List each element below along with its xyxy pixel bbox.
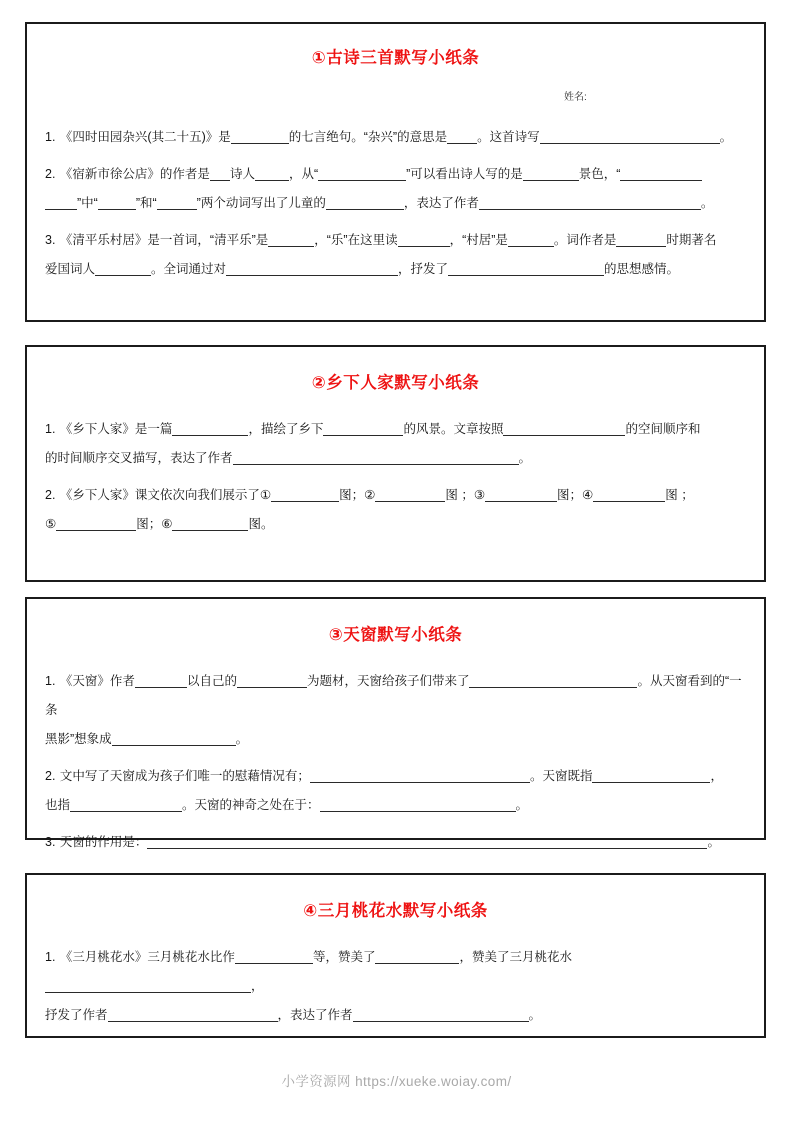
question-text: 。 xyxy=(700,196,714,210)
question-text: 图。 xyxy=(248,517,274,531)
question-text: ， xyxy=(710,769,723,783)
answer-blank[interactable] xyxy=(226,261,398,276)
question-text: 时期著名 xyxy=(666,233,717,247)
question xyxy=(45,123,752,152)
question-text: 爱国词人 xyxy=(45,262,96,276)
answer-blank[interactable] xyxy=(485,487,557,502)
question xyxy=(45,481,752,539)
answer-blank[interactable] xyxy=(56,516,136,531)
question-text: ，赞美了三月桃花水 xyxy=(459,950,572,964)
question-text: 图 ；③ xyxy=(445,488,486,502)
question-text: 。 xyxy=(528,1008,542,1022)
question-text: 抒发了作者 xyxy=(45,1008,108,1022)
question-text: 的时间顺序交叉描写，表达了作者 xyxy=(45,451,233,465)
answer-blank[interactable] xyxy=(210,166,230,181)
question-line xyxy=(45,762,752,791)
question-text: 。天窗的神奇之处在于： xyxy=(182,798,320,812)
answer-blank[interactable] xyxy=(112,731,236,746)
question-list xyxy=(45,123,752,284)
question-text: 黑影”想象成 xyxy=(45,732,112,746)
worksheet-section xyxy=(25,597,766,849)
answer-blank[interactable] xyxy=(323,421,403,436)
section-title: ③天窗默写小纸条 xyxy=(328,626,463,644)
question-text: ，表达了作者 xyxy=(403,196,479,210)
question-line xyxy=(45,1001,752,1030)
answer-blank[interactable] xyxy=(620,166,702,181)
answer-blank[interactable] xyxy=(231,129,289,144)
question-number: 2. xyxy=(45,167,56,181)
question-text: ，从“ xyxy=(288,167,319,181)
question-text: 为题材，天窗给孩子们带来了 xyxy=(306,674,470,688)
answer-blank[interactable] xyxy=(310,768,530,783)
answer-blank[interactable] xyxy=(326,195,404,210)
question-line xyxy=(45,226,752,255)
question xyxy=(45,828,752,857)
answer-blank[interactable] xyxy=(353,1007,529,1022)
question-text: 景色，“ xyxy=(578,167,621,181)
question-line xyxy=(45,725,752,754)
question-text: 。 xyxy=(515,798,529,812)
question-line xyxy=(45,160,752,189)
question-list xyxy=(45,943,752,1030)
question xyxy=(45,415,752,473)
answer-blank[interactable] xyxy=(237,673,307,688)
question xyxy=(45,160,752,218)
question xyxy=(45,943,752,1030)
answer-blank[interactable] xyxy=(172,421,248,436)
question-text: 。 xyxy=(235,732,249,746)
answer-blank[interactable] xyxy=(98,195,136,210)
question-line xyxy=(45,791,752,820)
answer-blank[interactable] xyxy=(135,673,187,688)
answer-blank[interactable] xyxy=(70,797,182,812)
question-text: 图；④ xyxy=(557,488,594,502)
answer-blank[interactable] xyxy=(45,195,77,210)
answer-blank[interactable] xyxy=(45,978,251,993)
answer-blank[interactable] xyxy=(448,261,604,276)
question-text: 的空间顺序和 xyxy=(625,422,701,436)
question-text: ，表达了作者 xyxy=(277,1008,353,1022)
answer-blank[interactable] xyxy=(255,166,289,181)
question-text: 图；⑥ xyxy=(136,517,173,531)
question-text: ”可以看出诗人写的是 xyxy=(406,167,523,181)
question-text: 。这首诗写 xyxy=(477,130,540,144)
question-text: ”两个动词写出了儿童的 xyxy=(196,196,326,210)
question-text: ”中“ xyxy=(77,196,98,210)
question-text: 。全词通过对 xyxy=(151,262,227,276)
section-title: ④三月桃花水默写小纸条 xyxy=(303,902,488,920)
question-text: ，“村居”是 xyxy=(449,233,508,247)
answer-blank[interactable] xyxy=(157,195,197,210)
answer-blank[interactable] xyxy=(235,949,313,964)
question-text: 也指 xyxy=(45,798,71,812)
answer-blank[interactable] xyxy=(95,261,151,276)
student-name-label: 姓名: xyxy=(564,92,587,103)
question-number: 1. xyxy=(45,130,56,144)
answer-blank[interactable] xyxy=(375,487,445,502)
question-text: 《清平乐村居》是一首词，“清平乐”是 xyxy=(59,233,269,247)
question-text: 以自己的 xyxy=(186,674,237,688)
answer-blank[interactable] xyxy=(616,232,666,247)
question-text: 《四时田园杂兴(其二十五)》是 xyxy=(59,130,231,144)
answer-blank[interactable] xyxy=(320,797,516,812)
answer-blank[interactable] xyxy=(503,421,625,436)
question-text: 《三月桃花水》三月桃花水比作 xyxy=(59,950,235,964)
question xyxy=(45,762,752,820)
question-text: 图；② xyxy=(339,488,376,502)
question-text: ，“乐”在这里读 xyxy=(314,233,398,247)
question-line xyxy=(45,255,752,284)
question xyxy=(45,226,752,284)
answer-blank[interactable] xyxy=(147,834,707,849)
question-line xyxy=(45,667,752,725)
question-list xyxy=(45,667,752,857)
question-text: 。从天窗看到的“一条 xyxy=(45,674,742,717)
question-line xyxy=(45,123,752,152)
question-text: 天窗的作用是： xyxy=(59,835,148,849)
question-line xyxy=(45,943,752,1001)
question-text: 的风景。文章按照 xyxy=(403,422,504,436)
question-text: ，抒发了 xyxy=(398,262,449,276)
worksheet-section xyxy=(25,22,766,322)
answer-blank[interactable] xyxy=(592,768,710,783)
worksheet-section xyxy=(25,873,766,1038)
question-number: 2. xyxy=(45,488,56,502)
question-number: 3. xyxy=(45,835,56,849)
answer-blank[interactable] xyxy=(318,166,406,181)
answer-blank[interactable] xyxy=(447,129,477,144)
question-number: 1. xyxy=(45,422,56,436)
question-text: ， xyxy=(251,979,264,993)
question-text: 的思想感情。 xyxy=(604,262,680,276)
question-text: 《宿新市徐公店》的作者是 xyxy=(59,167,210,181)
answer-blank[interactable] xyxy=(233,450,519,465)
question-line xyxy=(45,415,752,444)
question-line xyxy=(45,189,752,218)
answer-blank[interactable] xyxy=(172,516,248,531)
answer-blank[interactable] xyxy=(375,949,459,964)
question xyxy=(45,667,752,754)
question-text: 。 xyxy=(719,130,733,144)
question-text: 《乡下人家》是一篇 xyxy=(59,422,173,436)
answer-blank[interactable] xyxy=(469,673,637,688)
question-text: 。词作者是 xyxy=(553,233,617,247)
question-text: ⑤ xyxy=(45,517,57,531)
question-text: 文中写了天窗成为孩子们唯一的慰藉情况有； xyxy=(59,769,310,783)
answer-blank[interactable] xyxy=(508,232,554,247)
question-text: 《天窗》作者 xyxy=(59,674,135,688)
question-line xyxy=(45,444,752,473)
question-text: 。 xyxy=(707,835,720,849)
answer-blank[interactable] xyxy=(271,487,339,502)
question-text: 等，赞美了 xyxy=(312,950,376,964)
question-text: ，描绘了乡下 xyxy=(248,422,324,436)
answer-blank[interactable] xyxy=(479,195,701,210)
question-text: 《乡下人家》课文依次向我们展示了① xyxy=(59,488,272,502)
answer-blank[interactable] xyxy=(540,129,720,144)
section-title: ②乡下人家默写小纸条 xyxy=(311,374,480,392)
answer-blank[interactable] xyxy=(108,1007,278,1022)
question-line xyxy=(45,481,752,510)
worksheet-section xyxy=(25,345,766,582)
question-text: 图 ； xyxy=(665,488,694,502)
question-line xyxy=(45,510,752,539)
question-text: 诗人 xyxy=(229,167,255,181)
question-number: 1. xyxy=(45,674,56,688)
question-text: 。 xyxy=(518,451,532,465)
site-watermark: 小学资源网 https://xueke.woiay.com/ xyxy=(281,1074,512,1089)
question-line xyxy=(45,828,752,857)
section-title: ①古诗三首默写小纸条 xyxy=(311,49,480,67)
question-number: 2. xyxy=(45,769,56,783)
question-text: 。天窗既指 xyxy=(529,769,593,783)
answer-blank[interactable] xyxy=(593,487,665,502)
question-number: 3. xyxy=(45,233,56,247)
answer-blank[interactable] xyxy=(268,232,314,247)
question-text: ”和“ xyxy=(135,196,157,210)
answer-blank[interactable] xyxy=(523,166,579,181)
question-number: 1. xyxy=(45,950,56,964)
question-list xyxy=(45,415,752,539)
answer-blank[interactable] xyxy=(398,232,450,247)
question-text: 的七言绝句。“杂兴”的意思是 xyxy=(288,130,448,144)
